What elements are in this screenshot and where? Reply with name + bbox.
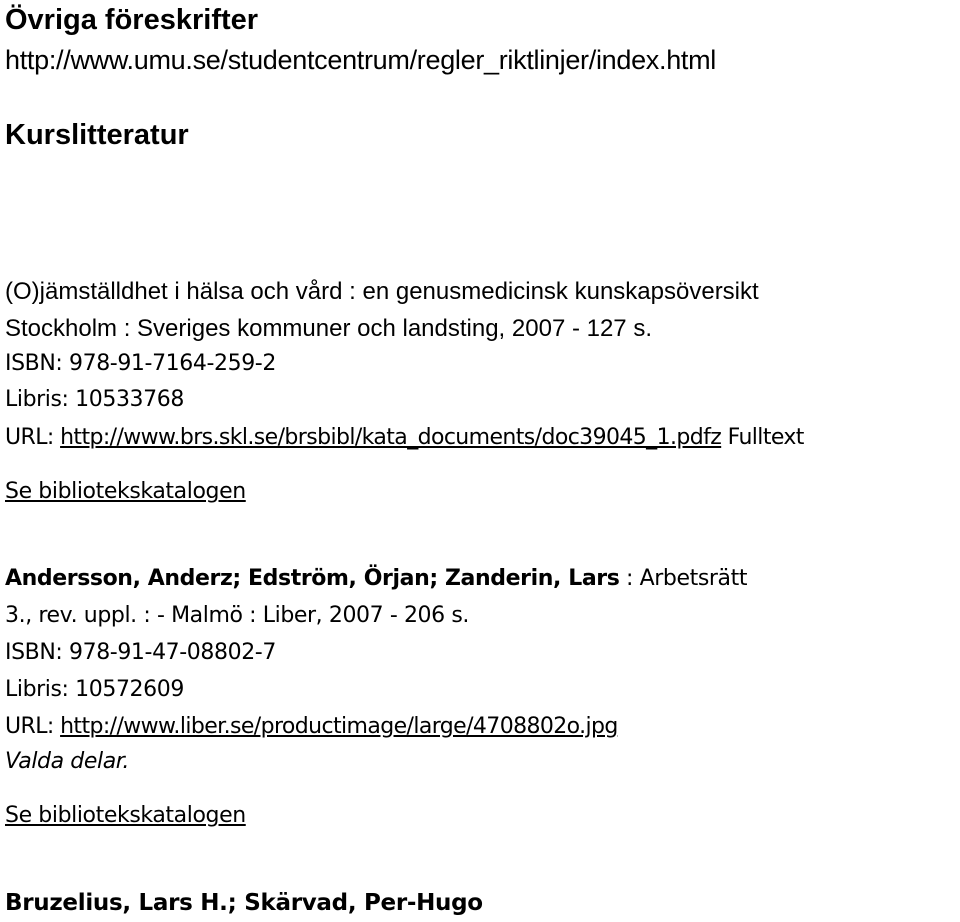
book1-publication: Stockholm : Sveriges kommuner och landsting, 2007 - 127 s. xyxy=(5,315,652,342)
book2-url-label: URL: xyxy=(5,714,54,739)
course-literature-heading: Kurslitteratur xyxy=(5,119,189,151)
book2-note: Valda delar. xyxy=(5,749,129,774)
book1-catalog-line xyxy=(5,481,246,503)
book3-authors: Bruzelius, Lars H.; Skärvad, Per-Hugo xyxy=(5,890,483,916)
book2-authors: Andersson, Anderz; Edström, Örjan; Zanderin, Lars xyxy=(5,566,620,591)
book1-url-line xyxy=(5,427,804,449)
book1-catalog-link[interactable]: Se bibliotekskatalogen xyxy=(5,479,246,504)
book2-title-separator: : xyxy=(619,566,640,591)
book2-catalog-link[interactable]: Se bibliotekskatalogen xyxy=(5,803,246,828)
book1-libris: Libris: 10533768 xyxy=(5,387,184,412)
other-rules-heading: Övriga föreskrifter xyxy=(5,4,259,36)
book2-isbn: ISBN: 978-91-47-08802-7 xyxy=(5,640,276,665)
book2-title: Arbetsrätt xyxy=(639,566,748,591)
other-rules-url[interactable]: http://www.umu.se/studentcentrum/regler_riktlinjer/index.html xyxy=(5,45,717,75)
book2-catalog-line xyxy=(5,805,246,827)
book1-fulltext[interactable]: Fulltext xyxy=(727,425,804,450)
book2-header-line xyxy=(5,568,747,590)
book1-url-label: URL: xyxy=(5,425,54,450)
book1-title: (O)jämställdhet i hälsa och vård : en genusmedicinsk kunskapsöversikt xyxy=(5,278,759,305)
book1-isbn: ISBN: 978-91-7164-259-2 xyxy=(5,351,276,376)
book2-publication: 3., rev. uppl. : - Malmö : Liber, 2007 - 206 s. xyxy=(5,603,469,628)
book2-url-link[interactable]: http://www.liber.se/productimage/large/4708802o.jpg xyxy=(60,714,618,739)
book2-libris: Libris: 10572609 xyxy=(5,677,184,702)
book1-url-link[interactable]: http://www.brs.skl.se/brsbibl/kata_documents/doc39045_1.pdfz xyxy=(60,425,722,450)
book2-url-line xyxy=(5,716,618,738)
